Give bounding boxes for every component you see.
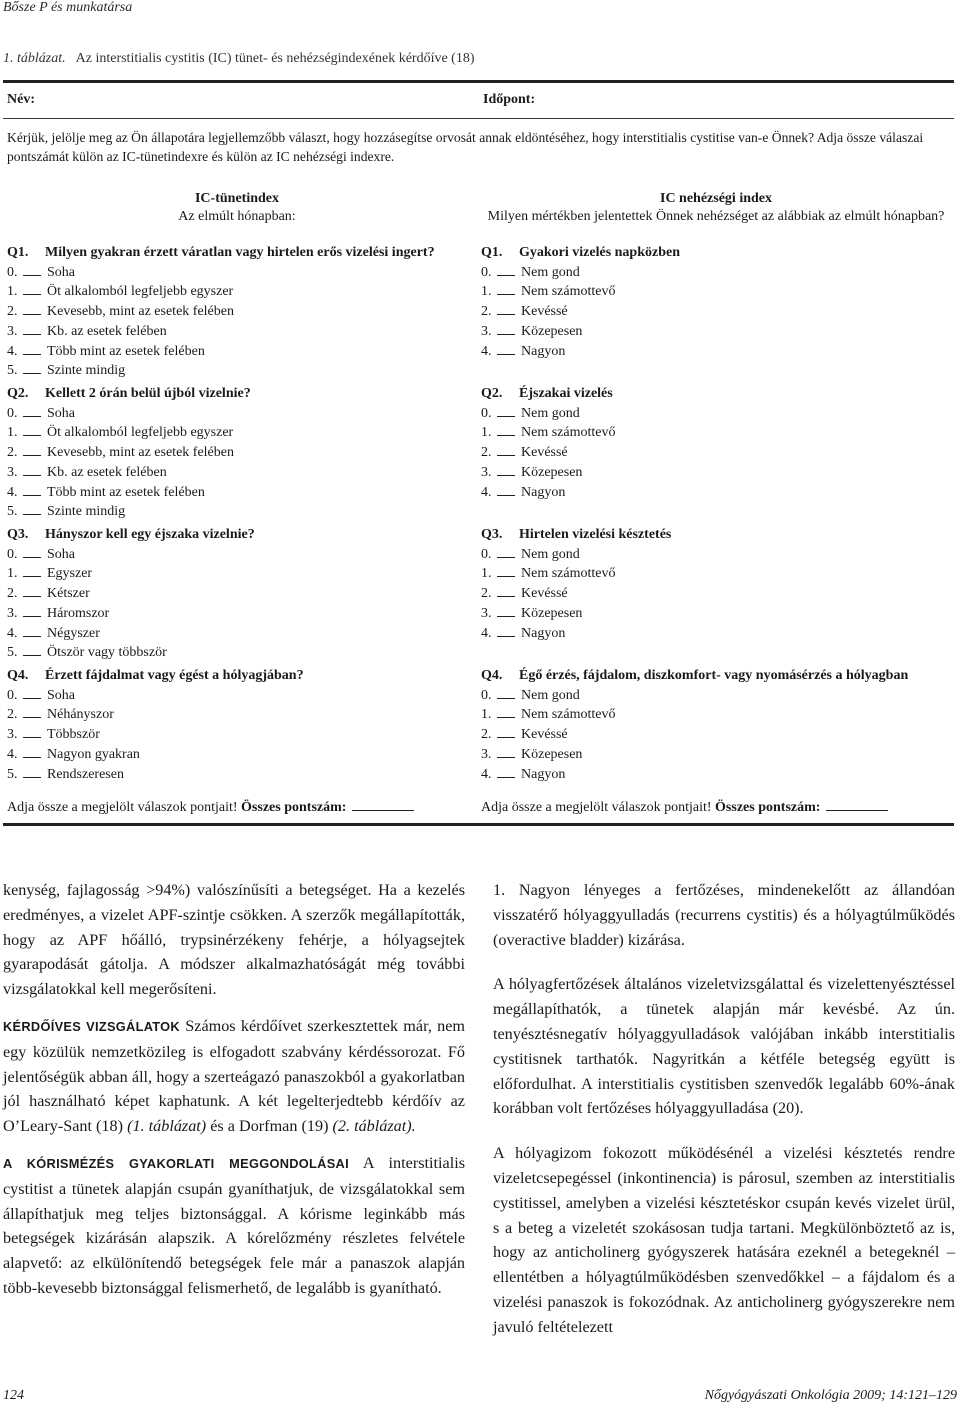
answer-blank[interactable] [23, 322, 41, 335]
option-text: Több mint az esetek felében [47, 484, 205, 500]
answer-option [7, 765, 304, 785]
question-number: Q2. [7, 386, 29, 401]
answer-blank[interactable] [497, 624, 515, 637]
option-text: Soha [47, 405, 75, 421]
question-block [7, 667, 304, 784]
symptom-index-header [7, 190, 467, 226]
option-text: Rendszeresen [47, 766, 124, 782]
problem-total-blank[interactable] [826, 798, 888, 811]
question-title [481, 385, 615, 404]
answer-option [7, 584, 255, 604]
option-score: 0. [7, 264, 18, 280]
answer-blank[interactable] [23, 342, 41, 355]
paragraph-text: Számos kérdőívet szerkesztettek már, nem egy közülük nemzetközileg is elfogadott szabvány kérdéssorozat. Fő jelentőségük abban áll, hogy a szerteágazó panaszokból a gyakorlatban jól használható képet kaphatunk. A két legelterjedtebb kérdőív az O’Leary-Sant (18) [3, 1016, 466, 1136]
option-text: Kb. az esetek felében [47, 464, 167, 480]
option-text: Kb. az esetek felében [47, 323, 167, 339]
option-text: Kevéssé [521, 727, 568, 743]
answer-option [7, 483, 251, 503]
answer-blank[interactable] [23, 765, 41, 778]
answer-blank[interactable] [23, 423, 41, 436]
symptom-index-subtitle: Az elmúlt hónapban: [178, 209, 296, 224]
option-score: 0. [7, 687, 18, 703]
question-title [7, 244, 435, 263]
answer-blank[interactable] [497, 463, 515, 476]
option-text: Nem számottevő [521, 284, 616, 300]
option-score: 4. [7, 343, 18, 359]
page-number: 124 [3, 1388, 24, 1403]
symptom-index-total [7, 798, 414, 816]
option-text: Kevéssé [521, 445, 568, 461]
answer-option [481, 404, 615, 424]
option-text: Nagyon gyakran [47, 746, 140, 762]
option-text: Nagyon [521, 484, 566, 500]
option-score: 4. [7, 746, 18, 762]
answer-blank[interactable] [497, 765, 515, 778]
option-text: Többször [47, 727, 100, 743]
paragraph-text: és a Dorfman (19) [210, 1117, 329, 1136]
option-score: 0. [481, 687, 492, 703]
answer-blank[interactable] [23, 361, 41, 374]
answer-option [7, 443, 251, 463]
option-score: 2. [7, 586, 18, 602]
question-number: Q1. [7, 245, 29, 260]
option-text: Kevesebb, mint az esetek felében [47, 445, 234, 461]
answer-blank[interactable] [23, 604, 41, 617]
question-text: Érzett fájdalmat vagy égést a hólyagjában? [45, 668, 304, 683]
paragraph: kenység, fajlagosság >94%) valószínűsíti a betegséget. Ha a kezelés eredményes, a vizelet APF-szintje csökken. A szerzők megállapították, hogy az APF hőálló, trypsinérzékeny fehérje, a hólyagsejtek gyarapodását gátolja. A módszer alkalmazhatóságát még további vizsgálatokkal kell megerősíteni. [3, 881, 465, 999]
question-text: Kellett 2 órán belül újból vizelnie? [45, 386, 251, 401]
table-caption [3, 51, 475, 67]
answer-option [7, 686, 304, 706]
option-score: 5. [7, 766, 18, 782]
problem-total-instruction: Adja össze a megjelölt válaszok pontjait! [481, 800, 712, 815]
question-title [7, 526, 255, 545]
table-caption-text: Az interstitialis cystitis (IC) tünet- és nehézségindexének kérdőíve (18) [75, 51, 475, 66]
answer-blank[interactable] [497, 263, 515, 276]
answer-option [7, 282, 435, 302]
answer-option [481, 322, 680, 342]
problem-index-column [481, 190, 951, 226]
questionnaire-table [3, 80, 954, 826]
option-text: Nem gond [521, 687, 580, 703]
option-score: 1. [481, 425, 492, 441]
option-score: 0. [7, 405, 18, 421]
option-score: 1. [481, 707, 492, 723]
answer-blank[interactable] [23, 643, 41, 656]
option-text: Nagyon [521, 625, 566, 641]
answer-option [7, 745, 304, 765]
option-score: 3. [7, 605, 18, 621]
option-score: 2. [7, 707, 18, 723]
question-text: Éjszakai vizelés [519, 386, 613, 401]
option-score: 5. [7, 504, 18, 520]
question-title [7, 385, 251, 404]
answer-option [7, 624, 255, 644]
answer-option [7, 463, 251, 483]
option-score: 0. [481, 405, 492, 421]
option-text: Soha [47, 264, 75, 280]
question-number: Q3. [481, 527, 503, 542]
paragraph: 1. Nagyon lényeges a fertőzéses, mindenekelőtt az állandóan visszatérő hólyaggyulladás (recurrens cystitis) és a hólyagtúlműködés (overactive bladder) kizárása. [493, 881, 955, 949]
answer-blank[interactable] [23, 584, 41, 597]
problem-index-title: IC nehézségi index [660, 191, 772, 206]
option-text: Nem számottevő [521, 566, 616, 582]
answer-blank[interactable] [23, 686, 41, 699]
option-text: Szinte mindig [47, 363, 126, 379]
table-top-rule [3, 80, 954, 83]
answer-option [7, 604, 255, 624]
answer-option [7, 423, 251, 443]
question-text: Hányszor kell egy éjszaka vizelnie? [45, 527, 255, 542]
option-text: Közepesen [521, 746, 583, 762]
option-text: Nem gond [521, 405, 580, 421]
option-score: 4. [481, 625, 492, 641]
answer-blank[interactable] [497, 423, 515, 436]
option-text: Öt alkalomból legfeljebb egyszer [47, 425, 234, 441]
table-header-rule [3, 118, 954, 119]
answer-blank[interactable] [23, 483, 41, 496]
option-text: Háromszor [47, 605, 110, 621]
answer-option [481, 463, 615, 483]
question-title [481, 244, 680, 263]
option-text: Szinte mindig [47, 504, 126, 520]
question-number: Q2. [481, 386, 503, 401]
answer-blank[interactable] [23, 502, 41, 515]
answer-blank[interactable] [497, 483, 515, 496]
answer-option [481, 564, 671, 584]
question-block [7, 526, 255, 663]
option-score: 3. [7, 727, 18, 743]
answer-option [481, 443, 615, 463]
answer-blank[interactable] [23, 545, 41, 558]
table-reference: (1. táblázat) [127, 1117, 207, 1136]
answer-option [481, 263, 680, 283]
question-block [7, 385, 251, 522]
option-score: 0. [7, 546, 18, 562]
option-score: 4. [481, 343, 492, 359]
question-block [481, 526, 671, 643]
table-bottom-rule [3, 823, 954, 826]
option-score: 1. [481, 566, 492, 582]
answer-option [7, 502, 251, 522]
answer-blank[interactable] [497, 564, 515, 577]
option-score: 1. [7, 425, 18, 441]
option-text: Néhányszor [47, 707, 114, 723]
answer-blank[interactable] [23, 282, 41, 295]
answer-blank[interactable] [23, 725, 41, 738]
answer-option [7, 322, 435, 342]
problem-index-header [481, 190, 951, 226]
question-title [481, 526, 671, 545]
option-text: Kevéssé [521, 304, 568, 320]
answer-option [481, 745, 908, 765]
answer-option [481, 483, 615, 503]
answer-option [7, 404, 251, 424]
answer-option [481, 765, 908, 785]
answer-option [481, 423, 615, 443]
answer-blank[interactable] [497, 282, 515, 295]
question-number: Q1. [481, 245, 503, 260]
answer-option [7, 564, 255, 584]
option-score: 1. [7, 284, 18, 300]
running-head: Bősze P és munkatársa [3, 0, 133, 15]
paragraph-text: A interstitialis cystitist a tünetek alapján csupán gyaníthatjuk, de vizsgálatokkal sem állapíthatjuk meg teljes biztonsággal. A kórisme leginkább más betegségek kizárásán alapszik. A kórelőzmény részletes felvétele alapvető: az elkülönítendő betegségek fele már a panaszok alapján több-kevesebb biztonsággal felismerhető, de legalább is gyanítható. [3, 1153, 465, 1297]
question-number: Q4. [7, 668, 29, 683]
option-score: 2. [481, 727, 492, 743]
option-score: 0. [481, 264, 492, 280]
answer-option [481, 604, 671, 624]
paragraph-questionnaires [3, 1014, 465, 1139]
option-score: 2. [481, 304, 492, 320]
option-score: 4. [481, 484, 492, 500]
problem-total-label: Összes pontszám: [715, 800, 821, 815]
answer-option [7, 263, 435, 283]
answer-blank[interactable] [23, 745, 41, 758]
answer-blank[interactable] [497, 322, 515, 335]
answer-option [481, 725, 908, 745]
question-text: Hirtelen vizelési késztetés [519, 527, 672, 542]
option-score: 1. [481, 284, 492, 300]
option-score: 4. [481, 766, 492, 782]
question-title [7, 667, 304, 686]
option-text: Közepesen [521, 323, 583, 339]
answer-blank[interactable] [23, 443, 41, 456]
option-score: 3. [481, 323, 492, 339]
option-score: 5. [7, 363, 18, 379]
answer-option [7, 342, 435, 362]
option-score: 1. [7, 566, 18, 582]
answer-option [7, 643, 255, 663]
option-score: 2. [7, 304, 18, 320]
paragraph-diagnosis [3, 1151, 465, 1301]
answer-blank[interactable] [497, 705, 515, 718]
option-score: 2. [7, 445, 18, 461]
option-score: 4. [7, 484, 18, 500]
option-text: Soha [47, 546, 75, 562]
answer-option [7, 361, 435, 381]
answer-blank[interactable] [23, 404, 41, 417]
body-column-right [493, 878, 955, 1352]
paragraph: A hólyagizom fokozott működésénél a vizelési késztetés rendre vizeletcsepegéssel (inkontinencia) is párosul, szemben az interstitialis cystitissel, amelyben a vizelési késztetéskor csupán kevés vizelet ürül, s a beteg a vizeletét szokásosan tudja tartani. Megkülönböztető az is, hogy az anticholinerg gyógyszerek hatására ezeknél a betegeknél – ellentétben a hólyagtúlműködésben szenvedőkkel – a fájdalom és a vizelési panaszok is fokozódnak. Az anticholinerg gyógyszerekre nem javuló feltételezett [493, 1144, 955, 1336]
option-text: Kevesebb, mint az esetek felében [47, 304, 234, 320]
answer-blank[interactable] [497, 584, 515, 597]
option-text: Négyszer [47, 625, 100, 641]
answer-blank[interactable] [497, 302, 515, 315]
option-text: Nagyon [521, 343, 566, 359]
answer-blank[interactable] [497, 686, 515, 699]
question-title [481, 667, 908, 686]
answer-blank[interactable] [497, 342, 515, 355]
answer-option [7, 302, 435, 322]
option-score: 2. [481, 445, 492, 461]
answer-option [481, 302, 680, 322]
question-block [7, 244, 435, 381]
option-text: Közepesen [521, 464, 583, 480]
option-text: Több mint az esetek felében [47, 343, 205, 359]
answer-blank[interactable] [23, 263, 41, 276]
journal-citation: Nőgyógyászati Onkológia 2009; 14:121–129 [704, 1388, 957, 1403]
problem-index-total [481, 798, 888, 816]
paragraph: A hólyagfertőzések általános vizeletvizsgálattal és vizelettenyésztéssel megállapíthatók, a tünetek alapján már kevésbé. Az ún. tenyésztésnegatív hólyaggyulladások valójában inkább interstitialis cystitisnek tarthatók. Nagyritkán a kétféle betegség együtt is előfordulhat. A interstitialis cystitisben szenvedők legalább 60%-ának korábban volt fertőzéses hólyaggyulladása (20). [493, 975, 955, 1118]
option-score: 3. [481, 605, 492, 621]
option-score: 5. [7, 645, 18, 661]
answer-option [7, 725, 304, 745]
option-text: Öt alkalomból legfeljebb egyszer [47, 284, 234, 300]
question-block [481, 244, 680, 361]
option-score: 2. [481, 586, 492, 602]
answer-option [481, 584, 671, 604]
answer-option [481, 545, 671, 565]
answer-blank[interactable] [497, 745, 515, 758]
option-score: 3. [481, 746, 492, 762]
table-reference: (2. táblázat). [332, 1117, 416, 1136]
option-score: 3. [7, 323, 18, 339]
symptom-total-label: Összes pontszám: [241, 800, 347, 815]
answer-option [481, 705, 908, 725]
option-score: 0. [481, 546, 492, 562]
instructions-text: Kérjük, jelölje meg az Ön állapotára legjellemzőbb választ, hogy hozzásegítse orvosát annak eldöntéséhez, hogy interstitialis cystitise van-e Önnek? Adja össze válaszai pontszámát külön az IC-tünetindexre és külön az IC nehézségi indexre. [7, 130, 924, 164]
answer-option [481, 282, 680, 302]
answer-option [481, 624, 671, 644]
option-score: 4. [7, 625, 18, 641]
option-score: 3. [7, 464, 18, 480]
section-heading: A KÓRISMÉZÉS GYAKORLATI MEGGONDOLÁSAI [3, 1155, 349, 1171]
option-text: Egyszer [47, 566, 93, 582]
answer-option [7, 545, 255, 565]
question-block [481, 385, 615, 502]
problem-index-subtitle: Milyen mértékben jelentettek Önnek nehézséget az alábbiak az elmúlt hónapban? [487, 209, 945, 224]
option-text: Soha [47, 687, 75, 703]
answer-blank[interactable] [23, 705, 41, 718]
option-text: Közepesen [521, 605, 583, 621]
answer-blank[interactable] [23, 302, 41, 315]
name-field-label: Név: [7, 92, 35, 107]
answer-option [7, 705, 304, 725]
answer-blank[interactable] [497, 443, 515, 456]
symptom-total-blank[interactable] [352, 798, 414, 811]
answer-blank[interactable] [497, 604, 515, 617]
option-text: Nem gond [521, 264, 580, 280]
date-field-label: Időpont: [483, 92, 536, 107]
option-text: Ötször vagy többször [47, 645, 167, 661]
answer-blank[interactable] [497, 545, 515, 558]
question-text: Gyakori vizelés napközben [519, 245, 681, 260]
answer-blank[interactable] [23, 624, 41, 637]
section-heading: KÉRDŐÍVES VIZSGÁLATOK [3, 1018, 180, 1034]
answer-option [481, 686, 908, 706]
symptom-index-title: IC-tünetindex [194, 191, 279, 206]
symptom-index-column [7, 190, 467, 226]
answer-blank[interactable] [497, 725, 515, 738]
option-score: 3. [481, 464, 492, 480]
answer-blank[interactable] [497, 404, 515, 417]
option-text: Kevéssé [521, 586, 568, 602]
option-text: Nagyon [521, 766, 566, 782]
option-text: Nem gond [521, 546, 580, 562]
answer-blank[interactable] [23, 463, 41, 476]
body-column-left [3, 878, 465, 1313]
answer-option [481, 342, 680, 362]
table-caption-number: 1. táblázat. [3, 51, 66, 66]
question-text: Milyen gyakran érzett váratlan vagy hirtelen erős vizelési ingert? [45, 245, 435, 260]
option-text: Kétszer [47, 586, 90, 602]
answer-blank[interactable] [23, 564, 41, 577]
question-number: Q4. [481, 668, 503, 683]
question-block [481, 667, 908, 784]
option-text: Nem számottevő [521, 707, 616, 723]
question-text: Égő érzés, fájdalom, diszkomfort- vagy nyomásérzés a hólyagban [519, 668, 909, 683]
question-number: Q3. [7, 527, 29, 542]
symptom-total-instruction: Adja össze a megjelölt válaszok pontjait! [7, 800, 238, 815]
option-text: Nem számottevő [521, 425, 616, 441]
